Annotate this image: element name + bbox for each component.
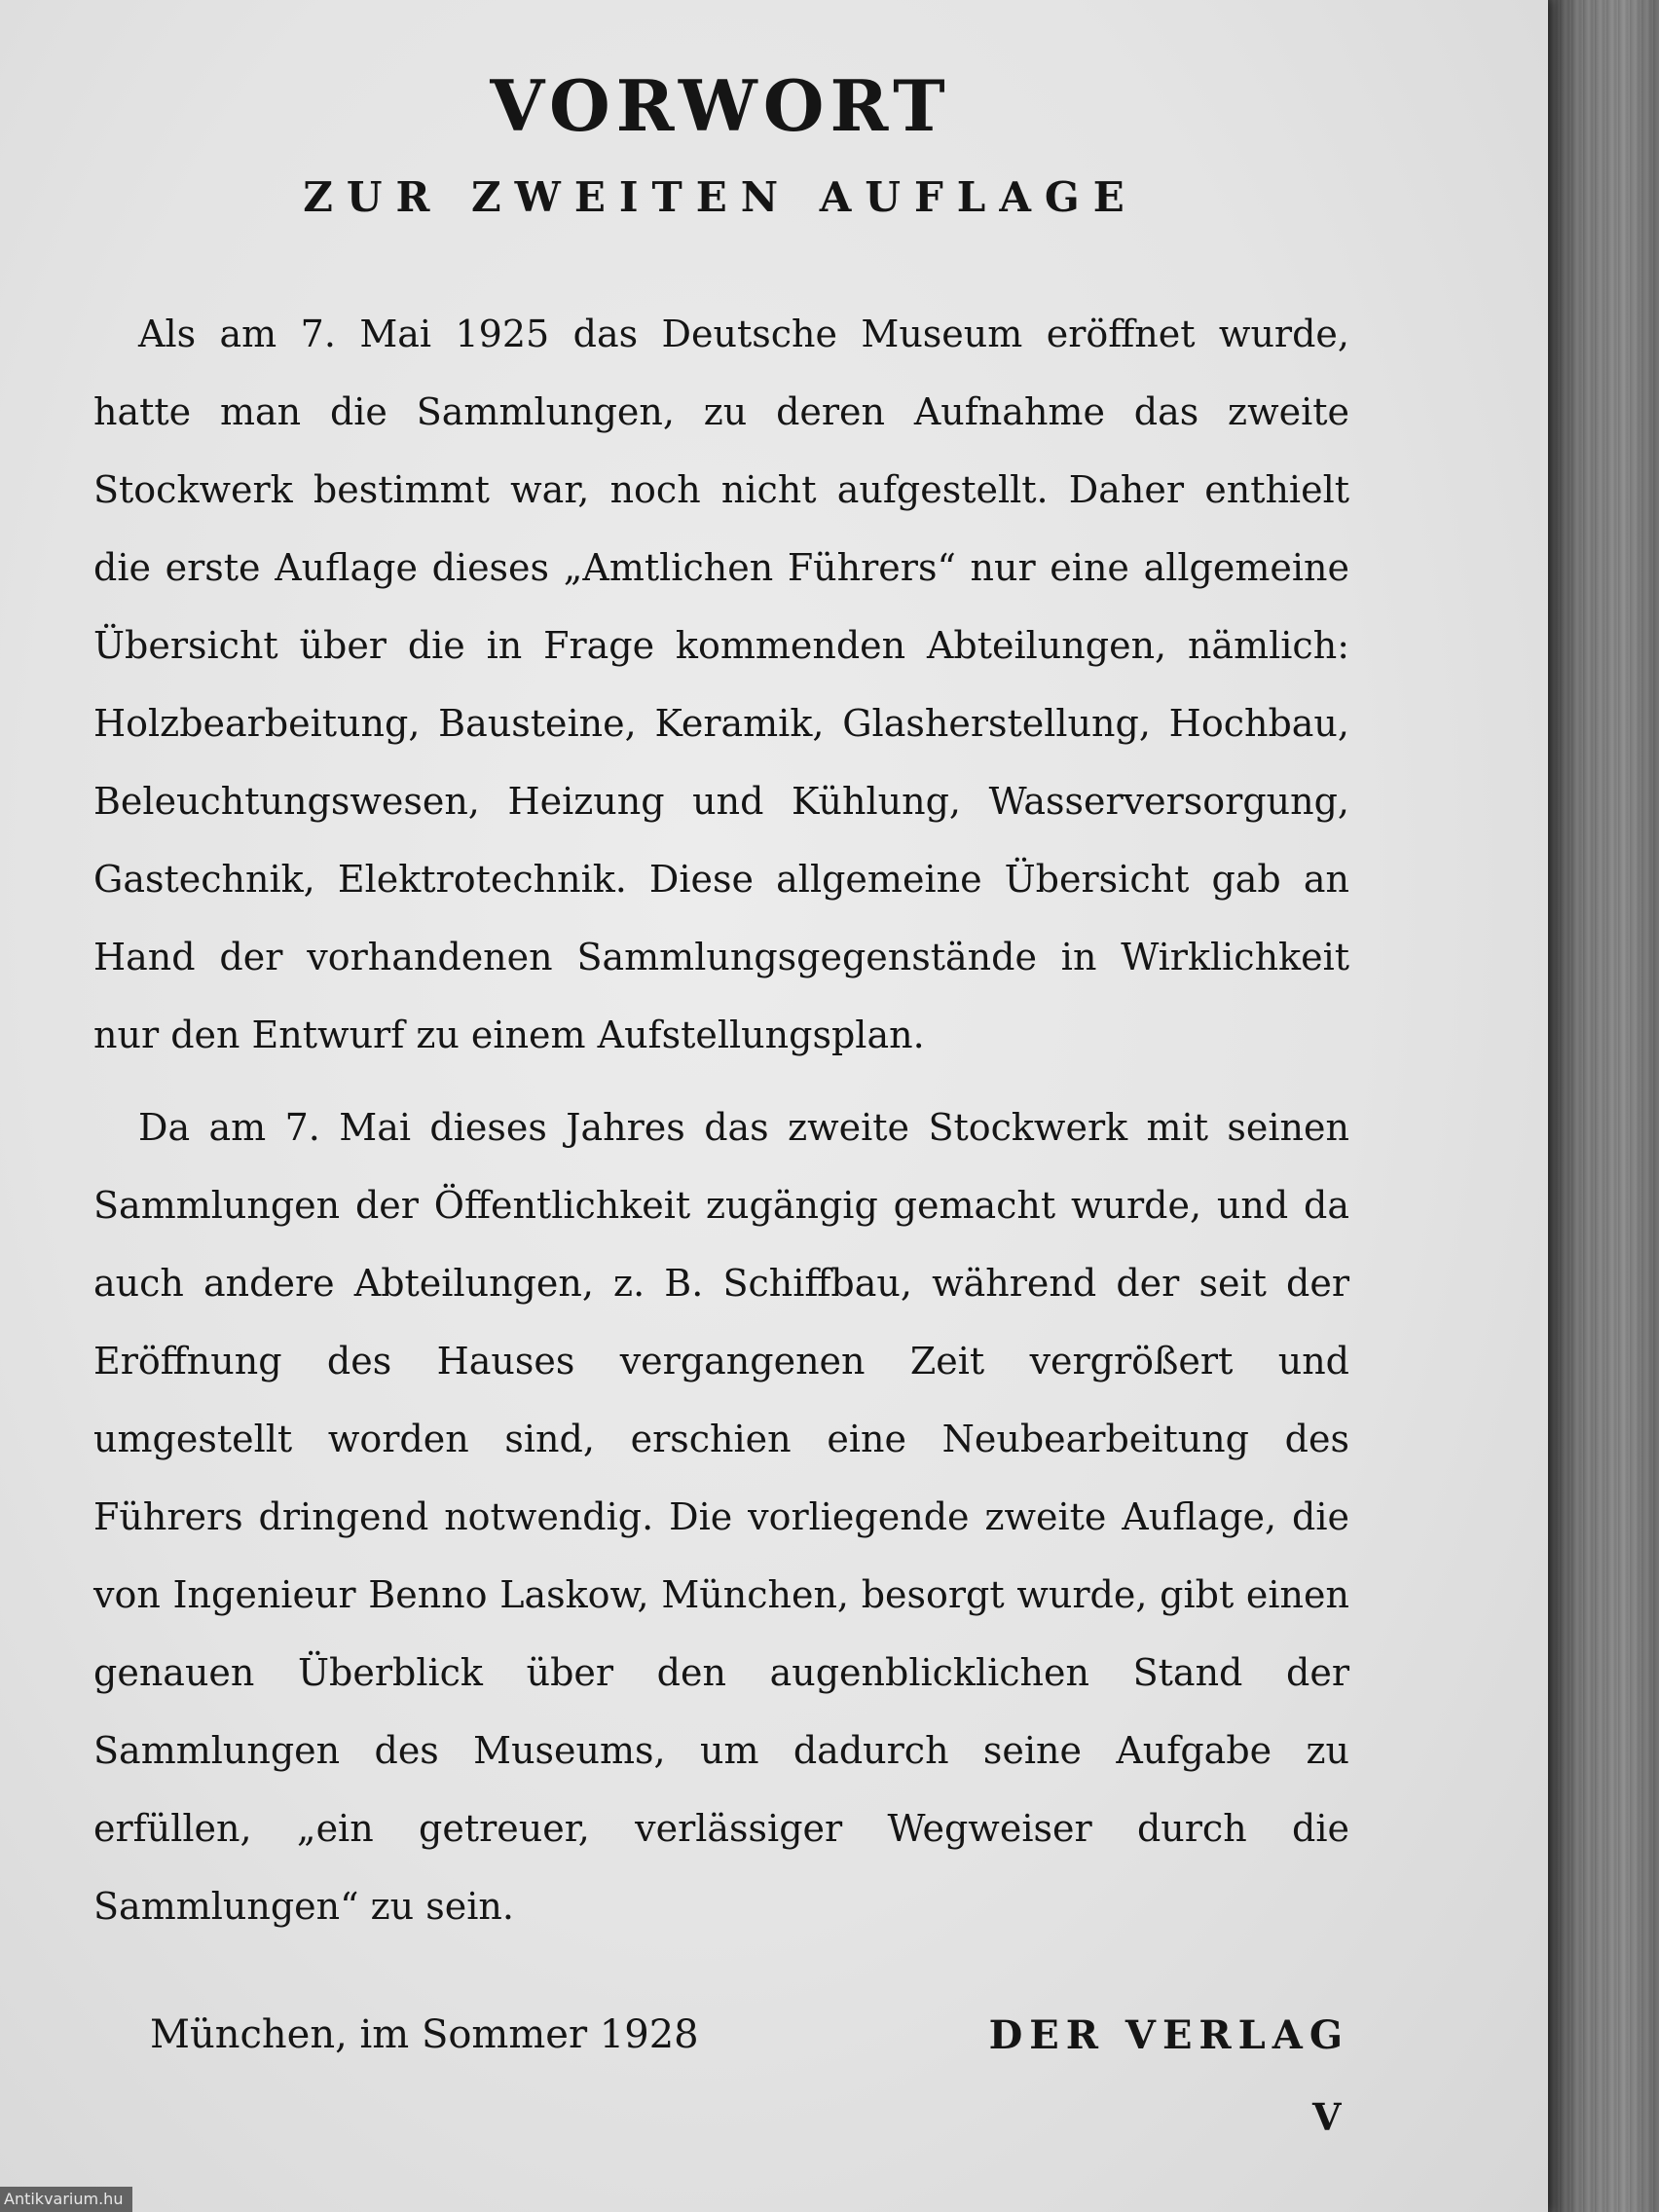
edge-shadow — [1548, 0, 1659, 2212]
page-subtitle: ZUR ZWEITEN AUFLAGE — [303, 173, 1138, 221]
publisher-signature: DER VERLAG — [988, 2012, 1349, 2058]
watermark-label: Antikvarium.hu — [0, 2187, 132, 2212]
closing-line — [93, 2012, 1349, 2081]
paragraph-1: Als am 7. Mai 1925 das Deutsche Museum eröffnet wurde, hatte man die Sammlungen, zu deren Aufnahme das zweite Stockwerk bestimmt war, noch nicht aufgestellt. Daher enthielt die erste Auflage dieses „Amtlichen Führers“ nur eine allgemeine Übersicht über die in Frage kommenden Abteilungen, nämlich: Holzbearbeitung, Bausteine, Keramik, Glasherstellung, Hochbau, Beleuchtungswesen, Heizung und Kühlung, Wasserversorgung, Gastechnik, Elektrotechnik. Diese allgemeine Übersicht gab an Hand der vorhandenen Sammlungsgegenstände in Wirklichkeit nur den Entwurf zu einem Aufstellungsplan. — [93, 313, 1349, 1056]
page-title: VORWORT — [490, 64, 951, 147]
paragraph-2: Da am 7. Mai dieses Jahres das zweite Stockwerk mit seinen Sammlungen der Öffentlichkeit zugängig gemacht wurde, und da auch andere Abteilungen, z. B. Schiffbau, während der seit der Eröffnung des Hauses vergangenen Zeit vergrößert und umgestellt worden sind, erschien eine Neubearbeitung des Führers dringend notwendig. Die vorliegende zweite Auflage, die von Ingenieur Benno Laskow, München, besorgt wurde, gibt einen genauen Überblick über den augenblicklichen Stand der Sammlungen des Museums, um dadurch seine Aufgabe zu erfüllen, „ein getreuer, verlässiger Wegweiser durch die Sammlungen“ zu sein. — [93, 1106, 1349, 1928]
place-date: München, im Sommer 1928 — [150, 2012, 699, 2057]
page-number: V — [1312, 2095, 1342, 2139]
